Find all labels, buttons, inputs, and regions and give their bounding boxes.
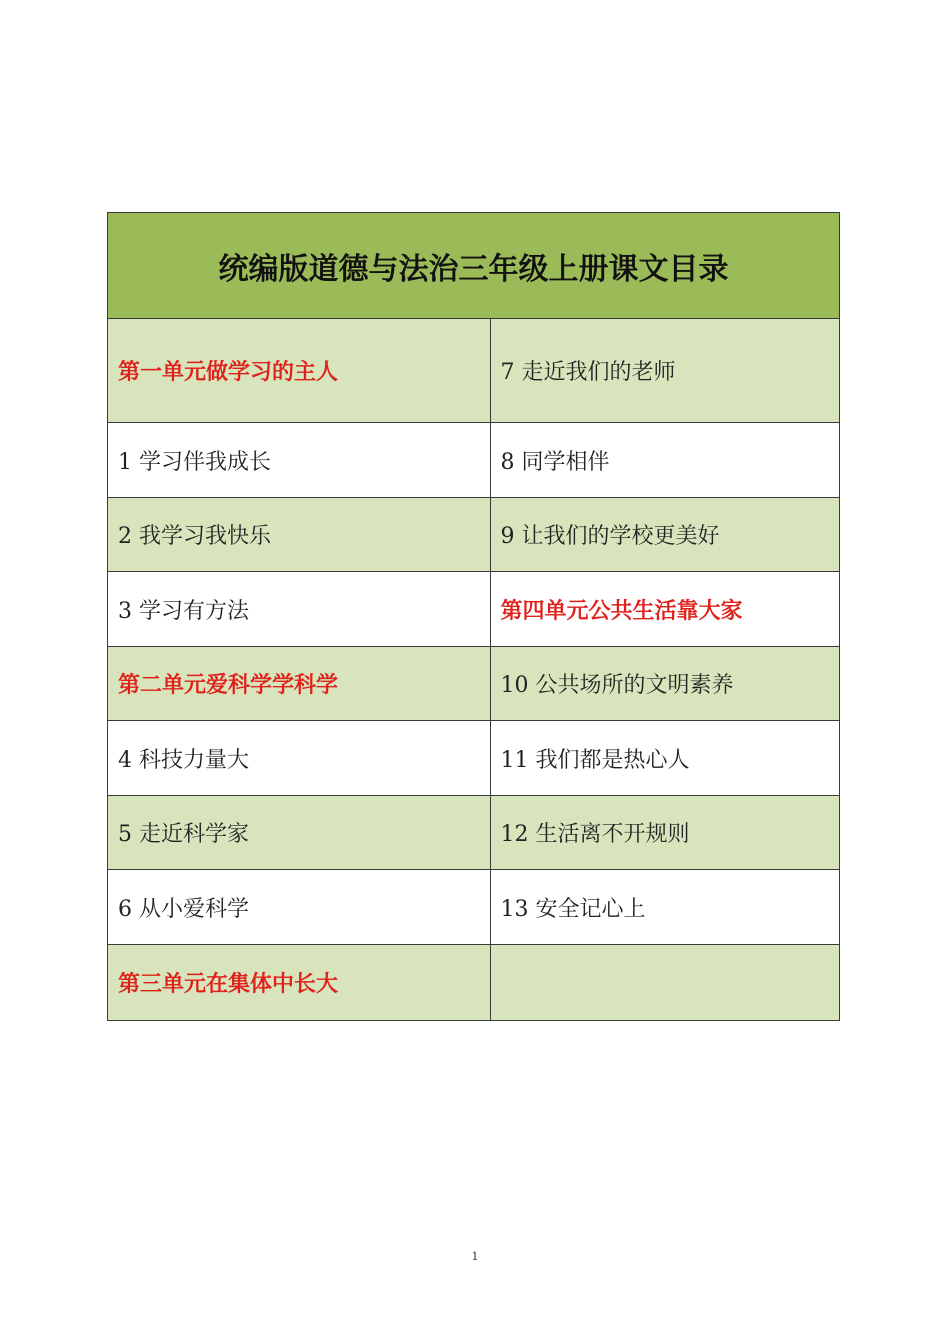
lesson-cell: 12 生活离不开规则 (490, 796, 839, 870)
document-title: 统编版道德与法治三年级上册课文目录 (108, 213, 840, 319)
table-row (108, 647, 840, 721)
lesson-cell: 9 让我们的学校更美好 (490, 498, 839, 572)
lesson-cell: 2 我学习我快乐 (108, 498, 491, 572)
table-row (108, 498, 840, 572)
page-number: 1 (471, 1250, 479, 1263)
lesson-cell: 13 安全记心上 (490, 870, 839, 945)
unit-heading-cell: 第一单元做学习的主人 (108, 319, 491, 423)
title-row (108, 213, 840, 319)
table-row (108, 945, 840, 1021)
lesson-cell: 5 走近科学家 (108, 796, 491, 870)
lesson-cell: 10 公共场所的文明素养 (490, 647, 839, 721)
lesson-cell: 7 走近我们的老师 (490, 319, 839, 423)
table-row (108, 572, 840, 647)
lesson-cell: 11 我们都是热心人 (490, 721, 839, 796)
table-row (108, 423, 840, 498)
table-row (108, 870, 840, 945)
lesson-cell: 1 学习伴我成长 (108, 423, 491, 498)
table-row (108, 796, 840, 870)
empty-cell (490, 945, 839, 1021)
table-row (108, 721, 840, 796)
table-row (108, 319, 840, 423)
toc-body (108, 213, 840, 1021)
lesson-cell: 4 科技力量大 (108, 721, 491, 796)
lesson-cell: 6 从小爱科学 (108, 870, 491, 945)
lesson-cell: 8 同学相伴 (490, 423, 839, 498)
unit-heading-cell: 第三单元在集体中长大 (108, 945, 491, 1021)
unit-heading-cell: 第四单元公共生活靠大家 (490, 572, 839, 647)
unit-heading-cell: 第二单元爱科学学科学 (108, 647, 491, 721)
lesson-cell: 3 学习有方法 (108, 572, 491, 647)
toc-table (107, 212, 840, 1021)
